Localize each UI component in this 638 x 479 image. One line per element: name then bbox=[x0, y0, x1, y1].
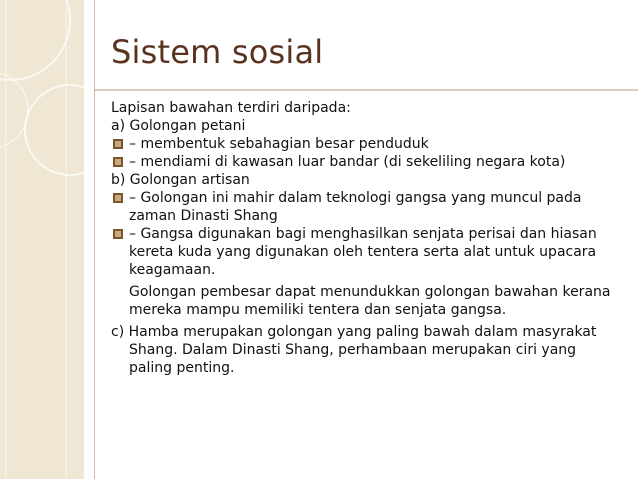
square-bullet-icon bbox=[112, 228, 124, 240]
continuation-line: Golongan pembesar dapat menundukkan golongan bawahan kerana bbox=[129, 284, 611, 300]
decorative-circles bbox=[0, 0, 84, 479]
bullet-item bbox=[111, 225, 626, 243]
continuation-line: zaman Dinasti Shang bbox=[129, 208, 278, 224]
decorative-sidebar bbox=[0, 0, 84, 479]
slide-content bbox=[111, 99, 626, 377]
bullet-item bbox=[111, 189, 626, 207]
bullet-text: – Golongan ini mahir dalam teknologi gangsa yang muncul pada bbox=[129, 190, 582, 206]
continuation-line: mereka mampu memiliki tentera dan senjata gangsa. bbox=[129, 302, 507, 318]
text-line: Lapisan bawahan terdiri daripada: bbox=[111, 100, 351, 116]
continuation-line: kereta kuda yang digunakan oleh tentera serta alat untuk upacara bbox=[129, 244, 597, 260]
continuation-line: Shang. Dalam Dinasti Shang, perhambaan merupakan ciri yang bbox=[129, 342, 577, 358]
text-line: a) Golongan petani bbox=[111, 118, 246, 134]
bullet-text: – Gangsa digunakan bagi menghasilkan senjata perisai dan hiasan bbox=[129, 226, 597, 242]
sidebar-divider bbox=[94, 0, 95, 479]
continuation-line: keagamaan. bbox=[129, 262, 216, 278]
slide-title: Sistem sosial bbox=[111, 33, 324, 71]
bullet-item bbox=[111, 153, 626, 171]
bullet-item bbox=[111, 135, 626, 153]
text-line: c) Hamba merupakan golongan yang paling bawah dalam masyrakat bbox=[111, 324, 597, 340]
continuation-line: paling penting. bbox=[129, 360, 235, 376]
bullet-text: – membentuk sebahagian besar penduduk bbox=[129, 136, 429, 152]
square-bullet-icon bbox=[112, 138, 124, 150]
square-bullet-icon bbox=[112, 156, 124, 168]
bullet-text: – mendiami di kawasan luar bandar (di sekeliling negara kota) bbox=[129, 154, 566, 170]
text-line: b) Golongan artisan bbox=[111, 172, 250, 188]
square-bullet-icon bbox=[112, 192, 124, 204]
title-rule bbox=[95, 89, 638, 91]
